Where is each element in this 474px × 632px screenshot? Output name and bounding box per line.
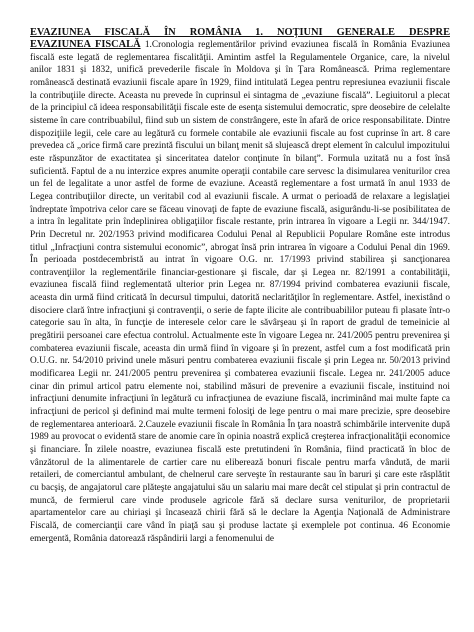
document-body bbox=[30, 39, 450, 545]
document-title: EVAZIUNEA FISCALĂ ÎN ROMÂNIA 1. NOŢIUNI GENERALE DESPRE bbox=[30, 27, 450, 38]
document-title-continuation: EVAZIUNEA FISCALĂ bbox=[30, 39, 141, 50]
body-text: 1.Cronologia reglementărilor privind evaziunea fiscală în România Evaziunea fiscală este legată de reglementarea fiscalităţii. Amintim astfel la Regulamentele Organice, care, la nivelul anilor 1831 şi 1832, unifică prevederile fiscale în Moldova şi în Ţara Românească. Prima reglementare românească destinată evaziunii fiscale apare în 1929, fiind intitulată Legea pentru represiunea evaziunii fiscale la contribuţiile directe. Aceasta nu prevede în cuprinsul ei sintagma de „evaziune fiscală”. Legiuitorul a plecat de la principiul că ideea responsabilităţii fiscale este de esenţa sistemului democratic, spre deosebire de celelalte sisteme în care contribuabilul, fiind sub un sistem de constrângere, este în afară de orice responsabilitate. Dintre dispoziţiile legii, cele care au legătură cu formele contabile ale evaziunii fiscale au fost cuprinse în art. 8 care prevedea că „orice firmă care prezintă fiscului un bilanţ menit să slujească drept element în calculul impozitului este răspunzător de exactitatea şi sinceritatea datelor conţinute în bilanţ”. Formula uzitată nu a fost însă suficientă. Faptul de a nu interzice expres anumite operaţii contabile care servesc la disimularea veniturilor crea un fel de legalitate a unor astfel de forme de evaziune. Această reglementare a fost urmată în anul 1933 de Legea contribuţiilor directe, un veritabil cod al evaziunii fiscale. A urmat o perioadă de relaxare a legislaţiei îndreptate împotriva celor care se făceau vinovaţi de fapte de evaziune fiscală, asigurându-li-se posibilitatea de a intra în legalitate prin îndeplinirea obligaţiilor fiscale restante, prin intrarea în vigoare a Legii nr. 344/1947. Prin Decretul nr. 202/1953 privind modificarea Codului Penal al Republicii Populare Române este introdus titlul „Infracţiuni contra sistemului economic”, abrogat însă prin intrarea în vigoare a Codului Penal din 1969. În perioada postdecembristă au intrat în vigoare O.G. nr. 17/1993 privind stabilirea şi sancţionarea contravenţiilor la reglementările financiar-gestionare şi fiscale, dar şi Legea nr. 82/1991 a contabilităţii, evaziunea fiscală fiind reglementată ulterior prin Legea nr. 87/1994 privind combaterea evaziunii fiscale, aceasta din urmă fiind criticată în decursul timpului, datorită neclarităţilor în reglementare. Astfel, inexistând o disociere clară între infracţiuni şi contravenţii, o serie de fapte ilicite ale contribuabililor puteau fi plasate într-o categorie sau în alta, în funcţie de interesele celor care le săvârşeau şi în raport de gradul de temeinicie al pregătirii persoanei care efectua controlul. Actualmente este în vigoare Legea nr. 241/2005 pentru prevenirea şi combaterea evaziunii fiscale, aceasta din urmă fiind în vigoare şi în prezent, astfel cum a fost modificată prin O.U.G. nr. 54/2010 privind unele măsuri pentru combaterea evaziunii fiscale şi prin Legea nr. 50/2013 privind modificarea Legii nr. 241/2005 pentru prevenirea şi combaterea evaziunii fiscale. Legea nr. 241/2005 aduce cinar din primul articol patru elemente noi, stabilind măsuri de prevenire a evaziunii fiscale, instituind noi infracţiuni denumite infracţiuni în legătură cu infracţiunea de evaziune fiscală, incriminând mai multe fapte ca infracţiuni de pericol şi definind mai multe termeni folosiţi de lege pentru o mai mare precizie, spre deosebire de reglementarea anterioară. 2.Cauzele evaziunii fiscale în România În ţara noastră schimbările intervenite după 1989 au provocat o evidentă stare de anomie care în opinia noastră explică creşterea infracţionalităţii economice şi financiare. În zilele noastre, evaziunea fiscală este pretutindeni în România, fiind practicată în bloc de vânzătorul de la alimentarele de cartier care nu eliberează bonuri fiscale pentru marfa vândută, de marii retaileri, de comerciantul ambulant, de chelnerul care serveşte în restaurante sau în baruri şi care este răsplătit cu bacşiş, de angajatorul care plăteşte angajatului său un salariu mai mare decât cel stipulat şi prin contractul de muncă, de fermierul care vinde produsele agricole fără să declare sursa veniturilor, de proprietarii apartamentelor care au chiriaşi şi încasează chirii fără să le declare la Agenţia Naţională de Administrare Fiscală, de comercianţii care vând în piaţă sau şi produse lactate şi exemplele pot continua. 46 Economie emergentă, România datorează răspândirii largi a fenomenului de bbox=[30, 40, 450, 544]
